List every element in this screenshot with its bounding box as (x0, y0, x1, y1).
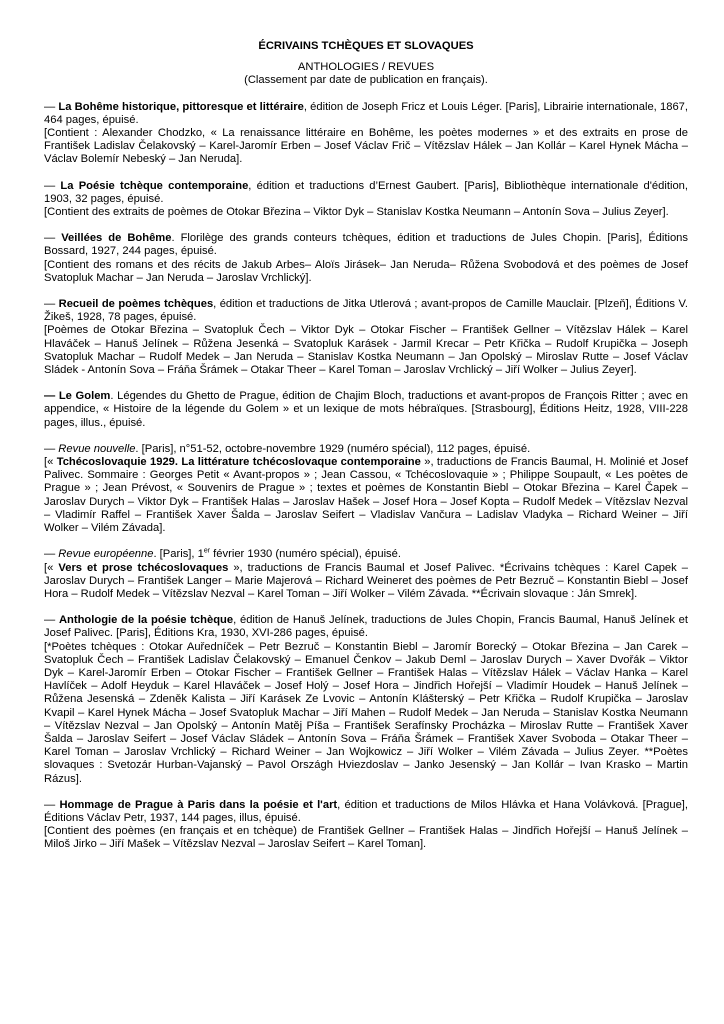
revue-theme: Tchécoslovaquie 1929 (56, 456, 175, 469)
entry-contents (44, 456, 688, 535)
entry-contents: [Contient : Alexander Chodzko, « La renaissance littéraire en Bohême, les poètes modernes » et des extraits en prose de František Ladislav Čelakovský – Karel-Jaromír Erben – Josef Václav Frič – Vítězslav Hálek – Jan Kollár – Karel Hynek Mácha – Václav Bolemír Nebeský – Jan Neruda]. (44, 127, 688, 166)
subtitle-line-2: (Classement par date de publication en français). (244, 74, 488, 87)
open-bracket: [« (44, 456, 57, 469)
entry-heading (44, 614, 688, 640)
bibliography-entry (44, 298, 688, 377)
entry-dash: — (44, 798, 60, 811)
bibliography-entry (44, 232, 688, 285)
entry-dash: — (44, 100, 59, 113)
entry-dash: — (44, 548, 59, 561)
entry-details: , édition et traductions de Jitka Utlerová ; avant-propos de Camille Mauclair. [Plzeň], Éditions V. Žikeš, 1928, 78 pages, épuisé. (44, 298, 689, 324)
entry-contents: [*Poètes tchèques : Otokar Auředníček – Petr Bezruč – Konstantin Biebl – Jaromír Borecký – Otokar Březina – Jan Carek – Svatopluk Čech – František Ladislav Čelakovský – Emanuel Čenkov – Jakub Deml – Jaroslav Durych – Xaver Dvořák – Viktor Dyk – Karel-Jaromír Erben – Otokar Fischer – František Gellner – František Halas – Vítězslav Hálek – Václav Hanka – Karel Havlíček – Adolf Heyduk – Karel Hlaváček – Josef Holý – Josef Hora – Jindřich Hořejší – Vladimír Houdek – Hanuš Jelínek – Růžena Jesenská – Zdeněk Kalista – Jiří Karásek Ze Lvovic – Antonín Klášterský – Petr Křička – Rudolf Krupička – Jaroslav Kvapil – Karel Hynek Mácha – Josef Svatopluk Machar – Jiří Mahen – Rudolf Medek – Jan Neruda – Stanislav Kostka Neumann – Vítězslav Nezval – Jan Opolský – Antonín Matěj Píša – František Serafínsky Procházka – Miroslav Rutte – František Xaver Šalda – Jaroslav Seifert – Josef Václav Sládek – Antonín Sova – Fráňa Šrámek – František Xaver Svoboda – Otakar Theer – Karel Toman – Jaroslav Vrchlický – Richard Weiner – Jan Wojkowicz – Jiří Wolker – Vilém Závada – Julius Zeyer. **Poètes slovaques : Svetozár Hurban-Vajanský – Pavol Országh Hviezdoslav – Janko Jesenský – Jan Kollár – Ivan Krasko – Martin Rázus]. (44, 640, 688, 785)
bibliography-entry (44, 390, 688, 430)
entry-contents: [Contient des romans et des récits de Jakub Arbes– Aloïs Jirásek– Jan Neruda– Růžena Svobodová et des poèmes de Josef Svatopluk Machar – Jan Neruda – Jaroslav Vrchlický]. (44, 258, 688, 284)
revue-theme-separator: . (174, 456, 182, 469)
entry-heading (44, 799, 688, 825)
open-bracket: [« (44, 561, 59, 574)
entry-details: , édition et traductions de Milos Hlávka et Hana Volávková. [Prague], Éditions Václav Petr, 1937, 144 pages, illus, épuisé. (44, 798, 689, 824)
entry-heading (44, 443, 688, 456)
entry-contents (44, 562, 688, 602)
page-title: ÉCRIVAINS TCHÈQUES ET SLOVAQUES (258, 40, 474, 52)
bibliography-entry-revue-nouvelle (44, 443, 688, 535)
entry-title: Le Golem (58, 390, 111, 403)
entry-heading (44, 390, 688, 430)
entry-details: , édition de Joseph Fricz et Louis Léger. [Paris], Librairie internationale, 1867, 464 pages, épuisé. (44, 100, 688, 126)
entry-dash: — (44, 298, 59, 311)
entry-title: La Poésie tchèque contemporaine (60, 179, 249, 192)
bibliography-entry-revue-europeenne (44, 548, 688, 601)
entry-title: Anthologie de la poésie tchèque (58, 614, 234, 627)
ordinal-superscript: er (203, 547, 211, 555)
subtitle-line-1: ANTHOLOGIES / REVUES (297, 61, 435, 74)
entry-dash: — (44, 614, 59, 627)
revue-theme-2: La littérature tchécoslovaque contemporaine (181, 456, 421, 469)
bibliography-entry (44, 101, 688, 167)
entry-contents: [Contient des extraits de poèmes de Otokar Březina – Viktor Dyk – Stanislav Kostka Neumann – Antonín Sova – Julius Zeyer]. (44, 206, 669, 219)
entry-dash: — (44, 442, 59, 455)
entry-heading (44, 180, 688, 206)
entry-dash: — (44, 179, 61, 192)
revue-contents: », traductions de Francis Baumal, H. Molinié et Josef Palivec. Sommaire : Georges Petit « Avant-propos » ; Jean Cassou, « Tchécoslovaquie » ; Philippe Soupault, « Les poètes de Prague » ; Jean Prévost, « Souvenirs de Prague » ; textes et poèmes de Konstantin Biebl – Otokar Březina – Karel Čapek – Jaroslav Durych – Viktor Dyk – František Halas – Jaroslav Hašek – Josef Hora – Josef Kopta – Rudolf Medek – Vítězslav Nezval – Vladimír Raffel – František Xaver Šalda – Jaroslav Seifert – Vladislav Vančura – Ladislav Vladyka – Richard Weiner – Jiří Wolker – Vilém Závada]. (44, 456, 688, 535)
entry-details: , édition et traductions d’Ernest Gaubert. [Paris], Bibliothèque internationale d'édition, 1903, 32 pages, épuisé. (44, 179, 688, 205)
entry-contents: [Poèmes de Otokar Březina – Svatopluk Čech – Viktor Dyk – Otokar Fischer – František Gellner – Vítězslav Hálek – Karel Hlaváček – Hanuš Jelínek – Růžena Jesenká – Svatopluk Karásek - Jarmil Krecar – Petr Křička – Rudolf Krupička – Joseph Svatopluk Machar – Rudolf Medek – Jan Neruda – Stanislav Kostka Neumann – Jan Opolský – Miroslav Rutte – Josef Václav Sládek - Antonín Sova – Fráňa Šrámek – Otakar Theer – Karel Toman – Jaroslav Vrchlický – Jiří Wolker – Julius Zeyer]. (44, 324, 688, 377)
bibliography-entry (44, 799, 688, 852)
bibliography-entry (44, 180, 688, 220)
entry-title: La Bohême historique, pittoresque et littéraire (58, 100, 304, 113)
entry-dash: — (44, 232, 62, 245)
revue-name: Revue nouvelle (58, 442, 136, 455)
entry-heading (44, 101, 688, 127)
revue-theme: Vers et prose tchécoslovaques (58, 561, 229, 574)
entry-heading (44, 298, 688, 324)
entry-dash: — (44, 390, 59, 403)
entry-details-rest: février 1930 (numéro spécial), épuisé. (210, 548, 401, 561)
bibliography-entry (44, 614, 688, 786)
entry-heading (44, 232, 688, 258)
entry-contents: [Contient des poèmes (en français et en tchèque) de František Gellner – František Halas – Jindřich Hořejší – Hanuš Jelínek – Miloš Jirko – Jiří Mašek – Vítězslav Nezval – Jaroslav Seifert – Karel Toman]. (44, 825, 688, 851)
revue-contents: », traductions de Francis Baumal et Josef Palivec. *Écrivains tchèques : Karel Capek – Jaroslav Durych – František Langer – Marie Majerová – Richard Weineret des poèmes de Petr Bezruč – Konstantin Biebl – Josef Hora – Rudolf Medek – Vítězslav Nezval – Karel Toman – Jiří Wolker – Vilém Závada. **Écrivain slovaque : Ján Smrek]. (44, 561, 688, 600)
page-subtitle (44, 61, 688, 87)
entry-title: Veillées de Bohême (61, 232, 172, 245)
entry-details: . [Paris], 1 (153, 548, 204, 561)
entry-title: Hommage de Prague à Paris dans la poésie et l'art (59, 798, 338, 811)
entry-details: . Florilège des grands conteurs tchèques, édition et traductions de Jules Chopin. [Paris], Éditions Bossard, 1927, 244 pages, épuisé. (44, 232, 688, 258)
revue-name: Revue européenne (58, 548, 154, 561)
entry-details: . [Paris], n°51-52, octobre-novembre 1929 (numéro spécial), 112 pages, épuisé. (135, 442, 531, 455)
entry-details: , édition de Hanuš Jelínek, traductions de Jules Chopin, Francis Baumal, Hanuš Jelínek et Josef Palivec. [Paris], Éditions Kra, 1930, XVI-286 pages, épuisé. (44, 614, 688, 640)
entry-heading (44, 548, 688, 561)
entry-title: Recueil de poèmes tchèques (58, 298, 214, 311)
entry-details: . Légendes du Ghetto de Prague, édition de Chajim Bloch, traductions et avant-propos de François Ritter ; avec en appendice, « Histoire de la légende du Golem » et un lexique de mots hébraïques. [Strasbourg], Éditions Heitz, 1928, VIII-228 pages, illus., épuisé. (44, 390, 688, 429)
